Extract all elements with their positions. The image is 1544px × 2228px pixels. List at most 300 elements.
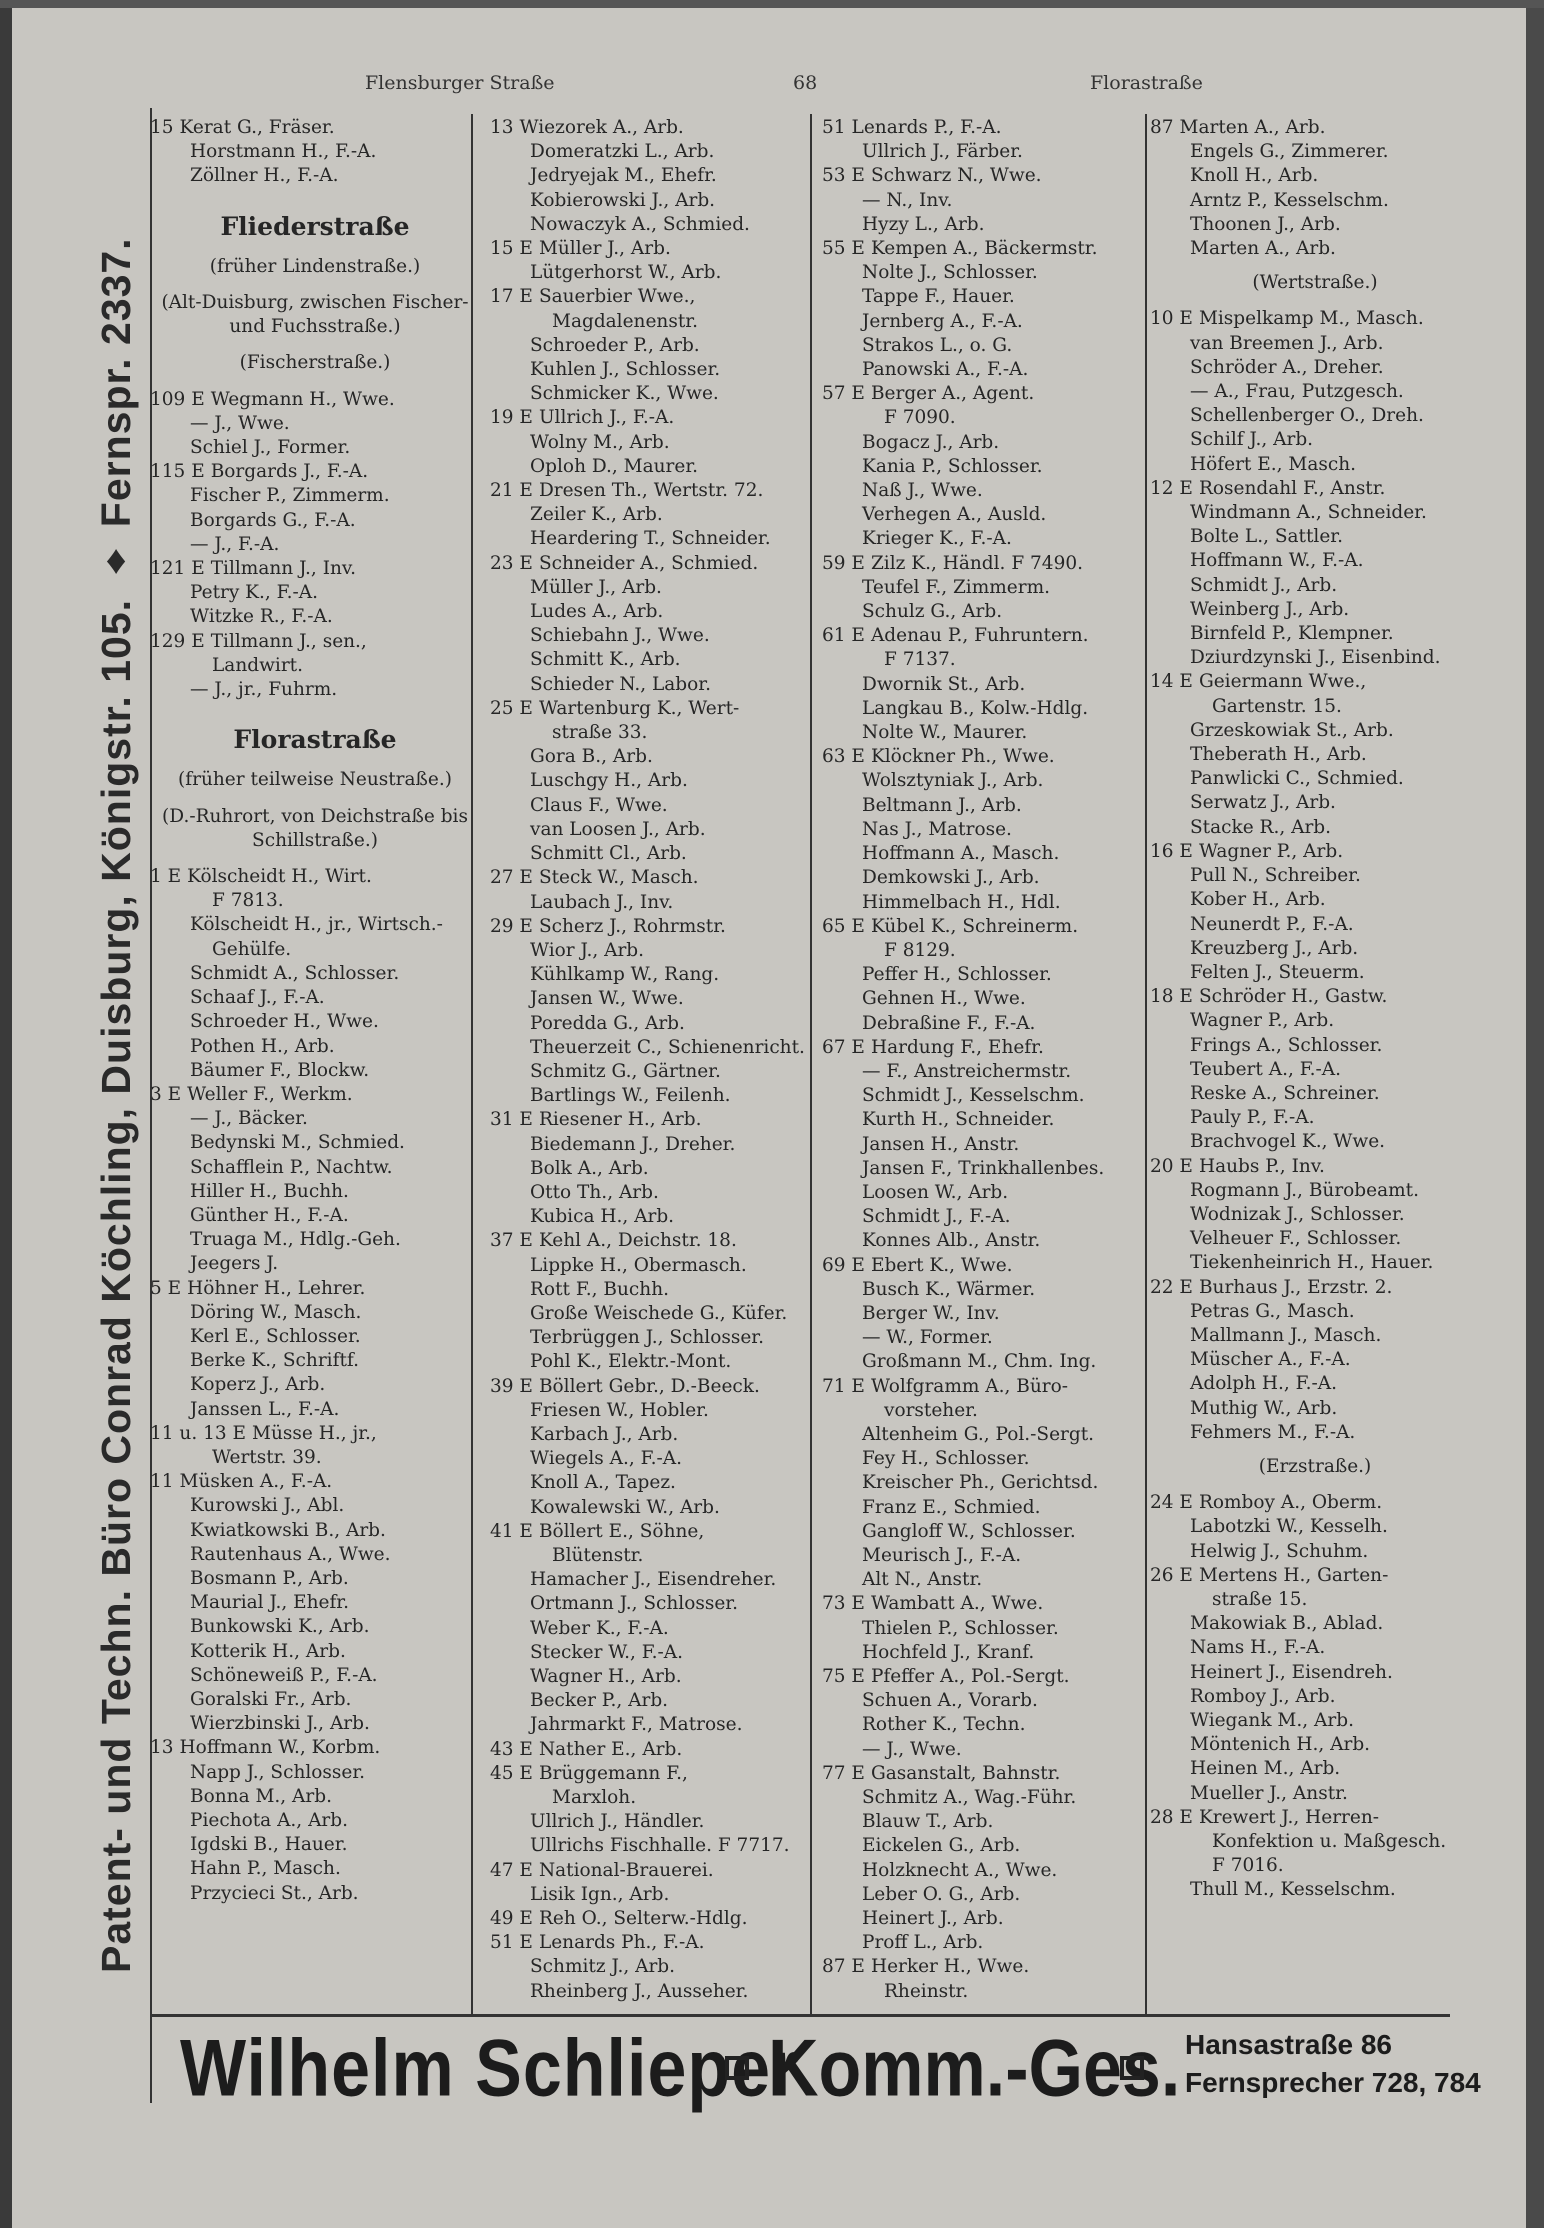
resident-entry xyxy=(150,1228,480,1252)
resident-entry xyxy=(150,1761,480,1785)
resident-text: Gangloff W., Schlosser. xyxy=(862,1520,1076,1542)
resident-entry xyxy=(822,527,1152,551)
resident-entry xyxy=(490,1907,820,1931)
resident-entry xyxy=(1150,1685,1480,1709)
resident-entry xyxy=(1150,549,1480,573)
resident-entry xyxy=(150,1833,480,1857)
entry-continuation: vorsteher. xyxy=(884,1399,978,1421)
resident-entry xyxy=(822,1931,1152,1955)
resident-entry xyxy=(1150,404,1480,428)
resident-entry xyxy=(1150,1348,1480,1372)
resident-entry xyxy=(490,1229,820,1253)
resident-text: Luschgy H., Arb. xyxy=(530,770,688,792)
street-note: (Alt-Duisburg, zwischen Fischer- und Fuchsstraße.) xyxy=(161,292,469,338)
banner-rule xyxy=(150,2014,1450,2017)
resident-text: Tappe F., Hauer. xyxy=(862,286,1015,308)
resident-entry xyxy=(1150,1324,1480,1348)
resident-text: Windmann A., Schneider. xyxy=(1190,502,1427,524)
resident-text: Bartlings W., Feilenh. xyxy=(530,1085,731,1107)
entry-continuation: F 7090. xyxy=(884,407,956,429)
house-number: 29 E xyxy=(490,915,533,937)
resident-text: Hamacher J., Eisendreher. xyxy=(530,1569,777,1591)
street-note: (früher Lindenstraße.) xyxy=(209,255,421,277)
resident-text: Eickelen G., Arb. xyxy=(862,1835,1021,1857)
resident-entry xyxy=(490,1641,820,1665)
resident-text: Serwatz J., Arb. xyxy=(1190,792,1336,814)
resident-text: Dwornik St., Arb. xyxy=(862,673,1026,695)
resident-text: Kurowski J., Abl. xyxy=(190,1495,345,1517)
resident-text: Stecker W., F.-A. xyxy=(530,1641,684,1663)
resident-entry xyxy=(490,1157,820,1181)
scan-edge-top xyxy=(0,0,1544,8)
house-number: 43 E xyxy=(490,1738,533,1760)
resident-text: Romboy A., Oberm. xyxy=(1198,1492,1383,1514)
resident-entry xyxy=(490,455,820,479)
resident-text: Höfert E., Masch. xyxy=(1190,453,1356,475)
resident-text: Kreischer Ph., Gerichtsd. xyxy=(862,1472,1099,1494)
resident-entry xyxy=(822,285,1152,309)
house-number: 31 E xyxy=(490,1109,533,1131)
resident-text: Hardung F., Ehefr. xyxy=(870,1036,1044,1058)
resident-entry xyxy=(490,1617,820,1641)
resident-entry xyxy=(150,1010,480,1034)
resident-entry xyxy=(490,431,820,455)
resident-text: Schiebahn J., Wwe. xyxy=(530,625,710,647)
resident-text: Kubica H., Arb. xyxy=(530,1206,675,1228)
resident-entry xyxy=(1150,1757,1480,1781)
resident-text: Proff L., Arb. xyxy=(862,1932,984,1954)
resident-entry xyxy=(150,630,480,654)
resident-text: Velheuer F., Schlosser. xyxy=(1190,1228,1402,1250)
resident-text: Bonna M., Arb. xyxy=(190,1785,332,1807)
resident-entry xyxy=(822,600,1152,624)
resident-text: Rogmann J., Bürobeamt. xyxy=(1190,1179,1419,1201)
resident-entry xyxy=(150,1107,480,1131)
resident-entry xyxy=(1150,1540,1480,1564)
resident-text: Jansen F., Trinkhallenbes. xyxy=(862,1157,1105,1179)
resident-entry xyxy=(1150,1058,1480,1082)
resident-text: Sauerbier Wwe., xyxy=(538,286,696,308)
resident-entry xyxy=(1150,501,1480,525)
resident-entry xyxy=(490,1375,820,1399)
resident-entry xyxy=(1150,961,1480,985)
resident-text: Bolte L., Sattler. xyxy=(1190,526,1343,548)
resident-text: Knoll A., Tapez. xyxy=(530,1472,676,1494)
resident-entry xyxy=(490,527,820,551)
house-number: 51 E xyxy=(490,1932,533,1954)
resident-entry xyxy=(822,794,1152,818)
resident-entry xyxy=(822,1326,1152,1350)
scan-edge-right xyxy=(1526,0,1544,2228)
resident-entry xyxy=(822,479,1152,503)
resident-entry xyxy=(822,1641,1152,1665)
resident-text: Lütgerhorst W., Arb. xyxy=(530,262,722,284)
resident-entry xyxy=(1150,840,1480,864)
resident-text: Biedemann J., Dreher. xyxy=(530,1133,736,1155)
resident-entry xyxy=(490,1810,820,1834)
resident-entry xyxy=(150,1131,480,1155)
entry-continuation: Landwirt. xyxy=(212,654,303,676)
resident-entry xyxy=(490,842,820,866)
resident-entry xyxy=(490,1883,820,1907)
resident-entry xyxy=(1150,670,1480,694)
resident-entry xyxy=(150,412,480,436)
resident-entry xyxy=(490,213,820,237)
square-ornament-icon xyxy=(1120,2056,1144,2080)
resident-entry xyxy=(150,1059,480,1083)
street-note: (früher teilweise Neustraße.) xyxy=(178,769,452,791)
resident-entry xyxy=(490,164,820,188)
scan-edge-left xyxy=(0,0,12,2228)
entry-continuation: F 8129. xyxy=(884,939,956,961)
resident-entry xyxy=(822,866,1152,890)
resident-entry xyxy=(822,140,1152,164)
resident-text: Ebert K., Wwe. xyxy=(870,1254,1013,1276)
house-number: 19 E xyxy=(490,407,533,429)
resident-entry xyxy=(1150,888,1480,912)
resident-text: Bedynski M., Schmied. xyxy=(190,1132,405,1154)
resident-text: Müscher A., F.-A. xyxy=(1190,1349,1351,1371)
resident-text: Herker H., Wwe. xyxy=(870,1956,1030,1978)
resident-entry xyxy=(1150,622,1480,646)
house-number: 45 E xyxy=(490,1762,533,1784)
resident-text: Franz E., Schmied. xyxy=(862,1496,1041,1518)
resident-text: Naß J., Wwe. xyxy=(862,480,983,502)
resident-entry xyxy=(822,1689,1152,1713)
resident-entry xyxy=(822,1350,1152,1374)
resident-text: Loosen W., Arb. xyxy=(862,1181,1009,1203)
resident-text: Wagner H., Arb. xyxy=(530,1666,682,1687)
resident-text: Schmidt J., Kesselschm. xyxy=(862,1085,1085,1107)
resident-entry xyxy=(150,1422,480,1446)
resident-text: Napp J., Schlosser. xyxy=(190,1761,366,1783)
resident-text: Schneider A., Schmied. xyxy=(538,552,759,574)
resident-entry xyxy=(1150,213,1480,237)
street-note: (Fischerstraße.) xyxy=(239,352,391,374)
resident-entry xyxy=(490,552,820,576)
resident-entry xyxy=(490,1496,820,1520)
resident-text: Schmitz J., Arb. xyxy=(530,1956,676,1978)
resident-entry xyxy=(490,1012,820,1036)
resident-text: — J., Wwe. xyxy=(190,412,290,434)
resident-text: Kerl E., Schlosser. xyxy=(190,1325,361,1347)
resident-entry xyxy=(490,648,820,672)
resident-text: Schulz G., Arb. xyxy=(862,601,1003,623)
resident-text: Labotzki W., Kesselh. xyxy=(1190,1516,1388,1538)
resident-entry xyxy=(490,285,820,309)
resident-entry xyxy=(490,1254,820,1278)
resident-text: Nowaczyk A., Schmied. xyxy=(530,213,750,235)
resident-text: Ullrich J., F.-A. xyxy=(538,407,675,429)
resident-entry xyxy=(822,1133,1152,1157)
resident-entry xyxy=(150,1567,480,1591)
resident-text: Rautenhaus A., Wwe. xyxy=(190,1543,391,1565)
resident-entry xyxy=(822,1375,1152,1399)
resident-text: Peffer H., Schlosser. xyxy=(862,964,1052,986)
resident-text: Günther H., F.-A. xyxy=(190,1204,349,1226)
resident-text: Hyzy L., Arb. xyxy=(862,213,985,235)
resident-text: Große Weischede G., Küfer. xyxy=(530,1302,788,1324)
resident-entry xyxy=(1150,477,1480,501)
house-number: 5 E xyxy=(150,1277,182,1299)
resident-text: Knoll H., Arb. xyxy=(1190,165,1319,187)
resident-text: Jansen H., Anstr. xyxy=(862,1133,1020,1155)
running-header-right: Florastraße xyxy=(1090,72,1203,94)
resident-text: Reske A., Schreiner. xyxy=(1190,1082,1380,1104)
resident-text: Birnfeld P., Klempner. xyxy=(1190,623,1394,645)
resident-entry xyxy=(822,1108,1152,1132)
resident-entry xyxy=(822,1665,1152,1689)
resident-text: Heardering T., Schneider. xyxy=(530,528,771,550)
resident-entry xyxy=(490,1060,820,1084)
resident-text: Schmicker K., Wwe. xyxy=(530,383,719,405)
resident-entry xyxy=(150,581,480,605)
resident-entry xyxy=(150,1373,480,1397)
resident-entry xyxy=(490,1084,820,1108)
house-number: 22 E xyxy=(1150,1276,1193,1298)
resident-entry xyxy=(822,237,1152,261)
resident-entry xyxy=(490,237,820,261)
resident-text: Schieder N., Labor. xyxy=(530,673,711,695)
resident-entry xyxy=(822,1302,1152,1326)
resident-entry xyxy=(822,1592,1152,1616)
resident-text: Müsken A., F.-A. xyxy=(179,1471,333,1493)
resident-text: Busch K., Wärmer. xyxy=(862,1278,1036,1300)
resident-entry xyxy=(822,1060,1152,1084)
resident-text: Mueller J., Anstr. xyxy=(1190,1782,1348,1804)
resident-entry xyxy=(1150,1034,1480,1058)
resident-entry xyxy=(490,1980,820,2004)
resident-entry xyxy=(150,986,480,1010)
resident-entry xyxy=(490,866,820,890)
resident-text: Krieger K., F.-A. xyxy=(862,528,1012,550)
resident-entry xyxy=(490,1350,820,1374)
resident-entry xyxy=(150,116,480,140)
advert-address: Hansastraße 86 xyxy=(1185,2029,1393,2060)
resident-text: Wodnizak J., Schlosser. xyxy=(1190,1203,1405,1225)
resident-entry xyxy=(822,745,1152,769)
resident-text: Berke K., Schriftf. xyxy=(190,1350,359,1372)
resident-text: Adenau P., Fuhruntern. xyxy=(870,625,1089,647)
resident-text: Piechota A., Arb. xyxy=(190,1810,348,1831)
house-number: 13 xyxy=(150,1737,174,1759)
resident-entry xyxy=(150,1664,480,1688)
resident-text: Klöckner Ph., Wwe. xyxy=(870,746,1055,768)
resident-text: Wagner P., Arb. xyxy=(1198,840,1344,862)
resident-text: Lenards P., F.-A. xyxy=(851,117,1002,138)
resident-entry xyxy=(150,1349,480,1373)
resident-text: Ullrich J., Händler. xyxy=(530,1811,705,1833)
resident-text: Theuerzeit C., Schienenricht. xyxy=(530,1036,805,1058)
resident-text: van Loosen J., Arb. xyxy=(530,818,706,840)
entry-continuation: straße 33. xyxy=(552,722,648,744)
resident-entry xyxy=(822,1883,1152,1907)
resident-entry xyxy=(1150,1082,1480,1106)
resident-text: Schmidt A., Schlosser. xyxy=(190,962,400,984)
directory-column xyxy=(490,116,820,2004)
resident-text: Hoffmann W., F.-A. xyxy=(1190,550,1364,572)
resident-text: Böllert Gebr., D.-Beeck. xyxy=(538,1375,760,1397)
resident-entry xyxy=(490,334,820,358)
resident-entry xyxy=(1150,743,1480,767)
resident-entry xyxy=(822,261,1152,285)
resident-entry xyxy=(490,891,820,915)
resident-text: Meurisch J., F.-A. xyxy=(862,1544,1022,1566)
house-number: 121 E xyxy=(150,558,205,580)
entry-continuation: Konfektion u. Maßgesch. xyxy=(1212,1831,1447,1853)
advert-company-form: Komm.-Ges. xyxy=(768,2023,1181,2113)
resident-text: Marten A., Arb. xyxy=(1179,117,1326,138)
resident-text: Riesener H., Arb. xyxy=(538,1109,702,1131)
resident-entry xyxy=(150,1736,480,1760)
resident-text: Brüggemann F., xyxy=(538,1762,688,1784)
resident-text: Teubert A., F.-A. xyxy=(1190,1058,1342,1080)
resident-entry xyxy=(1150,140,1480,164)
resident-entry xyxy=(822,431,1152,455)
entry-continuation: Magdalenenstr. xyxy=(552,310,698,332)
resident-entry xyxy=(150,1083,480,1107)
resident-entry xyxy=(822,334,1152,358)
resident-entry xyxy=(822,673,1152,697)
resident-text: Mispelkamp M., Masch. xyxy=(1198,308,1424,330)
resident-text: Poredda G., Arb. xyxy=(530,1012,685,1034)
resident-text: Kübel K., Schreinerm. xyxy=(870,915,1079,937)
resident-entry xyxy=(490,503,820,527)
resident-text: Nolte W., Maurer. xyxy=(862,722,1028,744)
resident-entry xyxy=(1150,453,1480,477)
resident-entry xyxy=(822,1713,1152,1737)
resident-entry xyxy=(822,987,1152,1011)
resident-text: — J., jr., Fuhrm. xyxy=(190,679,338,701)
resident-text: Bolk A., Arb. xyxy=(530,1157,649,1179)
resident-text: Oploh D., Maurer. xyxy=(530,455,699,477)
resident-text: Wierzbinski J., Arb. xyxy=(190,1713,370,1735)
page-number: 68 xyxy=(793,72,818,94)
resident-text: Schmitt K., Arb. xyxy=(530,649,681,671)
resident-text: — A., Frau, Putzgesch. xyxy=(1190,381,1404,403)
resident-text: Thoonen J., Arb. xyxy=(1190,213,1341,235)
house-number: 28 E xyxy=(1150,1806,1193,1828)
house-number: 27 E xyxy=(490,867,533,889)
resident-text: Zeiler K., Arb. xyxy=(530,504,663,526)
resident-text: — J., Wwe. xyxy=(862,1738,962,1760)
resident-entry xyxy=(1150,1733,1480,1757)
resident-entry xyxy=(150,1277,480,1301)
resident-entry xyxy=(1150,767,1480,791)
resident-entry xyxy=(1150,332,1480,356)
resident-entry xyxy=(150,436,480,460)
resident-text: Kerat G., Fräser. xyxy=(179,117,335,138)
resident-entry xyxy=(1150,1203,1480,1227)
resident-entry xyxy=(490,963,820,987)
house-number: 115 E xyxy=(150,461,205,483)
entry-continuation: Marxloh. xyxy=(552,1787,637,1809)
resident-text: Wiegels A., F.-A. xyxy=(530,1448,682,1470)
resident-entry xyxy=(490,1955,820,1979)
resident-entry xyxy=(1150,1564,1480,1588)
resident-entry xyxy=(1150,913,1480,937)
resident-text: Tillmann J., sen., xyxy=(210,630,367,652)
resident-text: Haubs P., Inv. xyxy=(1198,1155,1325,1177)
resident-text: Schafflein P., Nachtw. xyxy=(190,1156,393,1178)
resident-entry xyxy=(150,164,480,188)
street-heading: Florastraße xyxy=(233,725,397,755)
resident-text: Kehl A., Deichstr. 18. xyxy=(538,1230,737,1252)
resident-text: Altenheim G., Pol.-Sergt. xyxy=(862,1423,1095,1445)
resident-text: Nas J., Matrose. xyxy=(862,818,1012,840)
resident-entry xyxy=(150,1640,480,1664)
resident-entry xyxy=(1150,1130,1480,1154)
resident-entry xyxy=(822,1859,1152,1883)
resident-text: Hochfeld J., Kranf. xyxy=(862,1641,1035,1663)
house-number: 37 E xyxy=(490,1230,533,1252)
resident-entry xyxy=(150,533,480,557)
resident-text: Arntz P., Kesselschm. xyxy=(1190,189,1389,211)
resident-entry xyxy=(822,1834,1152,1858)
house-number: 51 xyxy=(822,117,846,138)
resident-text: Kowalewski W., Arb. xyxy=(530,1496,720,1518)
resident-entry xyxy=(822,1617,1152,1641)
entry-continuation: Blütenstr. xyxy=(552,1544,644,1566)
resident-text: Rheinberg J., Ausseher. xyxy=(530,1980,749,2002)
resident-entry xyxy=(1150,598,1480,622)
resident-entry xyxy=(150,1470,480,1494)
resident-entry xyxy=(150,1785,480,1809)
resident-text: Rott F., Buchh. xyxy=(530,1278,669,1300)
resident-entry xyxy=(150,1712,480,1736)
resident-entry xyxy=(490,1447,820,1471)
resident-entry xyxy=(150,1519,480,1543)
resident-text: Pauly P., F.-A. xyxy=(1190,1107,1315,1129)
resident-text: Tillmann J., Inv. xyxy=(210,558,357,580)
resident-text: Janssen L., F.-A. xyxy=(190,1398,340,1420)
resident-entry xyxy=(1150,189,1480,213)
house-number: 71 E xyxy=(822,1375,865,1397)
resident-entry xyxy=(490,697,820,721)
resident-entry xyxy=(490,818,820,842)
resident-entry xyxy=(822,1205,1152,1229)
resident-text: Frings A., Schlosser. xyxy=(1190,1034,1383,1056)
street-note: (Wertstraße.) xyxy=(1252,272,1378,294)
resident-text: van Breemen J., Arb. xyxy=(1190,332,1384,354)
resident-text: Zöllner H., F.-A. xyxy=(190,165,339,187)
resident-text: Felten J., Steuerm. xyxy=(1190,961,1365,983)
resident-text: Schilf J., Arb. xyxy=(1190,429,1314,451)
resident-entry xyxy=(150,388,480,412)
resident-entry xyxy=(490,1181,820,1205)
street-heading: Fliederstraße xyxy=(220,211,410,241)
resident-text: Alt N., Anstr. xyxy=(862,1569,983,1591)
resident-entry xyxy=(822,1907,1152,1931)
resident-entry xyxy=(1150,307,1480,331)
resident-text: Beltmann J., Arb. xyxy=(862,794,1022,816)
house-number: 59 E xyxy=(822,552,865,574)
resident-entry xyxy=(150,1325,480,1349)
resident-entry xyxy=(490,406,820,430)
resident-entry xyxy=(490,1665,820,1689)
resident-entry xyxy=(490,1205,820,1229)
resident-text: Krewert J., Herren- xyxy=(1198,1806,1379,1828)
resident-text: Heinert J., Eisendreh. xyxy=(1190,1661,1393,1683)
resident-text: — F., Anstreichermstr. xyxy=(862,1060,1072,1082)
house-number: 41 E xyxy=(490,1520,533,1542)
resident-entry xyxy=(1150,574,1480,598)
resident-text: National-Brauerei. xyxy=(538,1859,714,1881)
house-number: 57 E xyxy=(822,383,865,405)
resident-text: Debraßine F., F.-A. xyxy=(862,1012,1036,1034)
resident-entry xyxy=(1150,864,1480,888)
resident-entry xyxy=(822,552,1152,576)
